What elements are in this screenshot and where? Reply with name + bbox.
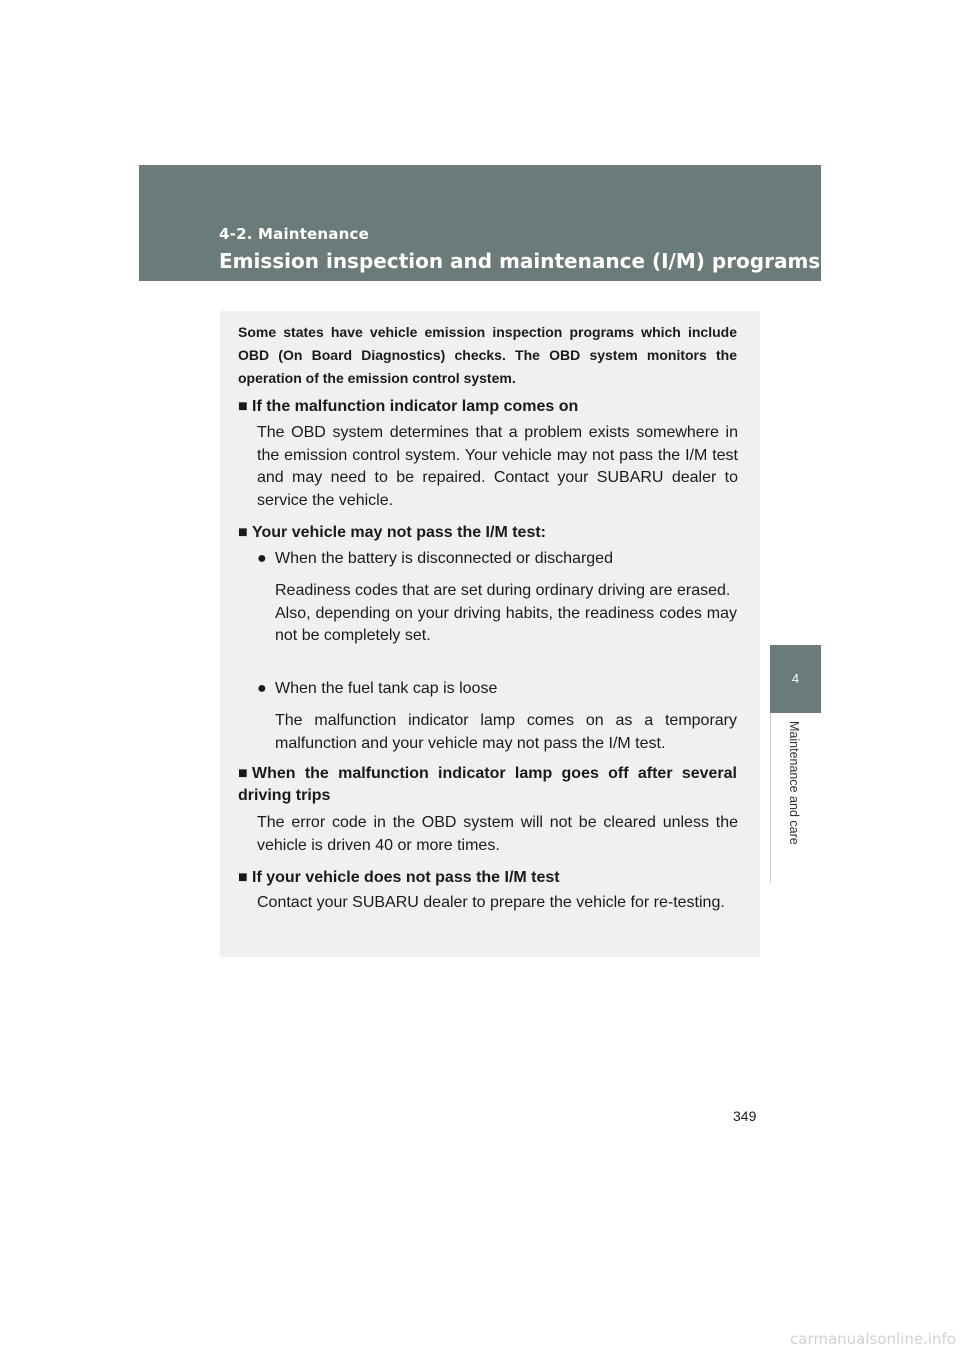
detail-paragraph: The malfunction indicator lamp comes on as a temporary malfunction and your vehicle may not pass the I/M test. [275,712,737,752]
chapter-number: 4 [791,671,800,686]
square-bullet-icon: ■ [238,398,248,415]
content-box [220,311,760,957]
heading-text: When the malfunction indicator lamp goes off after several driving trips [238,765,737,804]
section-heading [238,522,738,544]
watermark: carmanualsonline.info [790,1330,956,1348]
section-label: 4-2. Maintenance [219,225,369,243]
section-heading [238,763,737,807]
page-number: 349 [733,1108,757,1124]
bullet-details [275,580,737,648]
page-header [139,165,821,281]
bullet-text: When the battery is disconnected or discharged [275,550,613,567]
heading-text: If the malfunction indicator lamp comes on [252,398,579,415]
section-body: The OBD system determines that a problem exists somewhere in the emission control system. Your vehicle may not pass the I/M test and may need to be repaired. Contact your SUBARU dealer to service the vehicle. [257,424,738,509]
square-bullet-icon: ■ [238,765,248,782]
bullet-item [257,678,738,700]
detail-paragraph: Readiness codes that are set during ordinary driving are erased. [275,582,731,599]
heading-text: If your vehicle does not pass the I/M test [252,869,560,886]
bullet-details [275,710,737,755]
heading-text: Your vehicle may not pass the I/M test: [252,524,546,541]
square-bullet-icon: ■ [238,869,248,886]
section-heading [238,396,738,418]
intro-text: Some states have vehicle emission inspection programs which include OBD (On Board Diagnostics) checks. The OBD system monitors the operation of the emission control system. [238,324,737,386]
page-title: Emission inspection and maintenance (I/M) programs [219,249,821,273]
bullet-text: When the fuel tank cap is loose [275,680,498,697]
round-bullet-icon: ● [257,680,267,697]
section-body: Contact your SUBARU dealer to prepare the vehicle for re-testing. [257,894,725,911]
chapter-title: Maintenance and care [787,721,801,845]
section-body: The error code in the OBD system will not be cleared unless the vehicle is driven 40 or more times. [257,814,738,854]
square-bullet-icon: ■ [238,524,248,541]
chapter-title-tab [770,713,822,883]
section-heading [238,867,738,889]
detail-paragraph: Also, depending on your driving habits, the readiness codes may not be completely set. [275,604,737,644]
chapter-tab[interactable] [770,645,821,713]
round-bullet-icon: ● [257,550,267,567]
bullet-item [257,548,738,570]
